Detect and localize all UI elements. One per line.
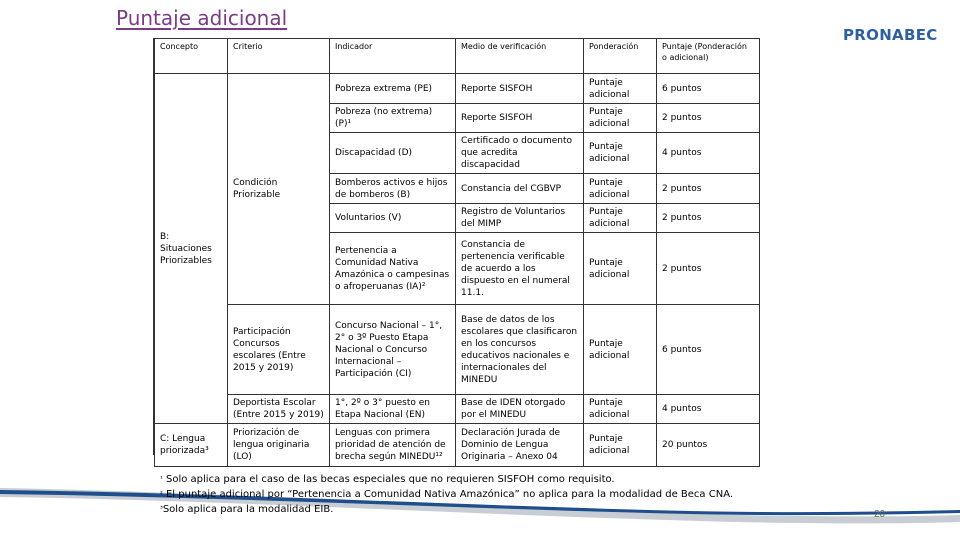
verification-cell: Constancia de pertenencia verificable de acuerdo a los dispuesto en el numeral 11.1. (456, 233, 584, 305)
header-puntaje: Puntaje (Ponderación o adicional) (657, 39, 760, 74)
criterion-cell: Condición Priorizable (228, 74, 330, 305)
indicator-cell: Bomberos activos e hijos de bomberos (B) (330, 174, 456, 204)
criterion-cell: Deportista Escolar (Entre 2015 y 2019) (228, 395, 330, 424)
footnote-1 (160, 472, 733, 487)
page-number: 20 (874, 509, 886, 520)
points-cell: 20 puntos (657, 424, 760, 467)
footnote-1-text: Solo aplica para el caso de las becas especiales que no requieren SISFOH como requisito. (162, 474, 615, 485)
header-criterio: Criterio (228, 39, 330, 74)
weighting-cell: Puntaje adicional (584, 104, 657, 133)
indicator-cell: Voluntarios (V) (330, 204, 456, 233)
weighting-cell: Puntaje adicional (584, 174, 657, 204)
points-cell: 4 puntos (657, 133, 760, 174)
scoring-table (154, 38, 760, 467)
indicator-cell: Discapacidad (D) (330, 133, 456, 174)
indicator-cell: Pobreza (no extrema) (P)¹ (330, 104, 456, 133)
weighting-cell: Puntaje adicional (584, 74, 657, 104)
concept-cell: B: Situaciones Priorizables (155, 74, 228, 424)
header-ponderacion: Ponderación (584, 39, 657, 74)
scoring-table-image (154, 38, 759, 462)
weighting-cell: Puntaje adicional (584, 133, 657, 174)
footnote-2-mark: ² (160, 490, 163, 498)
points-cell: 2 puntos (657, 104, 760, 133)
criterion-cell: Participación Concursos escolares (Entre 2015 y 2019) (228, 305, 330, 395)
criterion-cell: Priorización de lengua originaria (LO) (228, 424, 330, 467)
table-row (155, 424, 760, 467)
table-row (155, 395, 760, 424)
indicator-cell: Pobreza extrema (PE) (330, 74, 456, 104)
weighting-cell: Puntaje adicional (584, 424, 657, 467)
table-row (155, 74, 760, 104)
header-concepto: Concepto (155, 39, 228, 74)
points-cell: 2 puntos (657, 204, 760, 233)
points-cell: 6 puntos (657, 74, 760, 104)
indicator-cell: Concurso Nacional – 1°, 2° o 3º Puesto Etapa Nacional o Concurso Internacional – Participación (CI) (330, 305, 456, 395)
verification-cell: Certificado o documento que acredita discapacidad (456, 133, 584, 174)
verification-cell: Reporte SISFOH (456, 74, 584, 104)
table-header-row (155, 39, 760, 74)
weighting-cell: Puntaje adicional (584, 305, 657, 395)
verification-cell: Base de IDEN otorgado por el MINEDU (456, 395, 584, 424)
verification-cell: Constancia del CGBVP (456, 174, 584, 204)
table-row (155, 305, 760, 395)
indicator-cell: 1°, 2º o 3° puesto en Etapa Nacional (EN) (330, 395, 456, 424)
indicator-cell: Pertenencia a Comunidad Nativa Amazónica o campesinas o afroperuanas (IA)² (330, 233, 456, 305)
footnote-1-mark: ¹ (160, 475, 163, 483)
footnotes (160, 472, 733, 517)
footnote-2-text: El puntaje adicional por “Pertenencia a Comunidad Nativa Amazónica” no aplica para la modalidad de Beca CNA. (162, 489, 734, 500)
slide-title: Puntaje adicional (116, 6, 288, 30)
weighting-cell: Puntaje adicional (584, 233, 657, 305)
points-cell: 4 puntos (657, 395, 760, 424)
verification-cell: Declaración Jurada de Dominio de Lengua Originaria – Anexo 04 (456, 424, 584, 467)
indicator-cell: Lenguas con primera prioridad de atención de brecha según MINEDU¹² (330, 424, 456, 467)
weighting-cell: Puntaje adicional (584, 395, 657, 424)
pronabec-logo: PRONABEC (843, 26, 938, 44)
weighting-cell: Puntaje adicional (584, 204, 657, 233)
header-medio: Medio de verificación (456, 39, 584, 74)
points-cell: 2 puntos (657, 233, 760, 305)
header-indicador: Indicador (330, 39, 456, 74)
footnote-3-text: Solo aplica para la modalidad EIB. (162, 504, 334, 515)
points-cell: 2 puntos (657, 174, 760, 204)
concept-cell: C: Lengua priorizada³ (155, 424, 228, 467)
footnote-3 (160, 502, 733, 517)
verification-cell: Base de datos de los escolares que clasificaron en los concursos educativos nacionales e internacionales del MINEDU (456, 305, 584, 395)
points-cell: 6 puntos (657, 305, 760, 395)
footnote-2 (160, 487, 733, 502)
verification-cell: Reporte SISFOH (456, 104, 584, 133)
verification-cell: Registro de Voluntarios del MIMP (456, 204, 584, 233)
footnote-3-mark: ³ (160, 505, 163, 513)
